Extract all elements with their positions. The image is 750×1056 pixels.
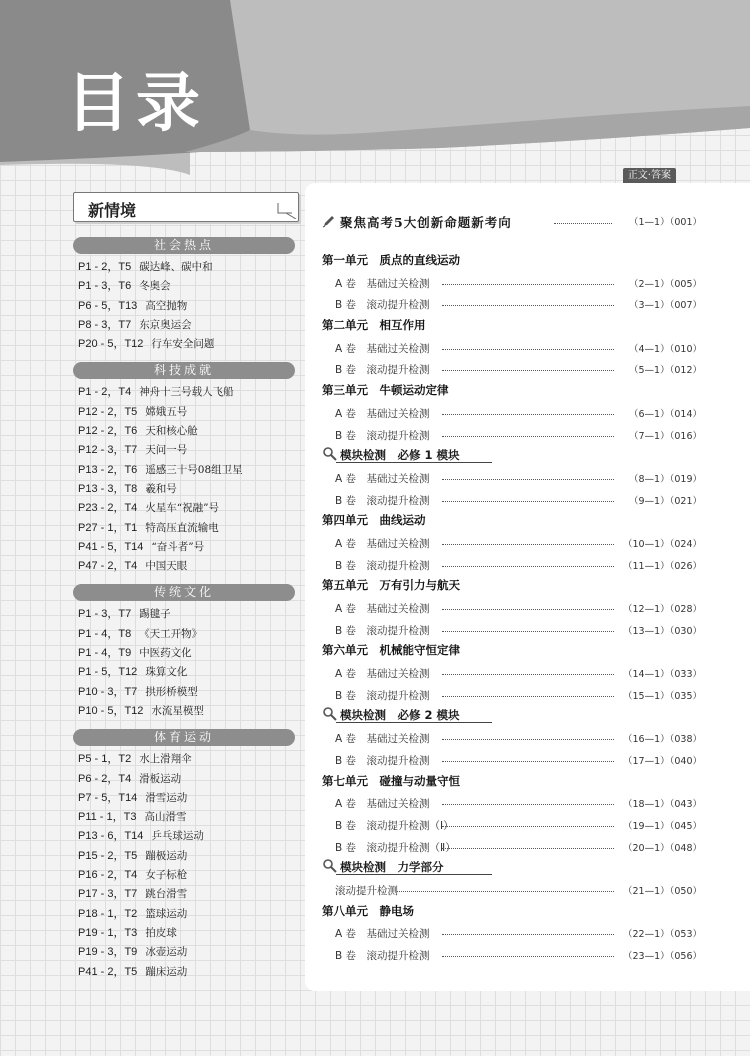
sidebar-item[interactable] xyxy=(73,499,295,518)
entry-label: B 卷 滚动提升检测 xyxy=(335,299,430,312)
feature-page-ref: （1—1）（001） xyxy=(629,217,702,228)
item-topic: 天问一号 xyxy=(145,444,188,457)
unit-title: 第一单元 质点的直线运动 xyxy=(322,253,460,267)
item-topic: “奋斗者”号 xyxy=(151,540,205,553)
unit-title: 第五单元 万有引力与航天 xyxy=(322,578,460,593)
sidebar xyxy=(73,192,295,982)
leader-dots xyxy=(442,674,614,675)
item-topic: 篮球运动 xyxy=(145,907,188,920)
item-page-code: P23 - 2，T4 xyxy=(78,502,138,515)
leader-dots xyxy=(442,414,614,415)
module-heading xyxy=(322,706,702,728)
toc-entry[interactable] xyxy=(322,620,702,642)
module-underline xyxy=(336,722,492,723)
entry-label: B 卷 滚动提升检测 xyxy=(335,754,430,767)
entry-page-ref: （18—1）（043） xyxy=(622,799,702,811)
item-topic: 蹦床运动 xyxy=(145,965,188,978)
item-page-code: P19 - 1，T3 xyxy=(78,926,138,939)
sidebar-item[interactable] xyxy=(73,480,295,499)
item-page-code: P10 - 5，T12 xyxy=(78,704,144,717)
section-heading: 社会热点 xyxy=(73,237,295,254)
sidebar-item[interactable] xyxy=(73,538,295,557)
entry-label: B 卷 滚动提升检测 xyxy=(335,559,430,572)
toc-entry[interactable] xyxy=(322,359,702,381)
feature-title: 聚焦高考5大创新命题新考向 xyxy=(340,215,512,230)
toc-entry[interactable] xyxy=(322,663,702,685)
unit-heading xyxy=(322,251,702,273)
item-page-code: P1 - 3，T6 xyxy=(78,280,132,293)
unit-title: 第六单元 机械能守恒定律 xyxy=(322,643,460,658)
entry-label: B 卷 滚动提升检测（Ⅱ） xyxy=(335,841,456,854)
entry-page-ref: （2—1）（005） xyxy=(629,278,702,290)
item-topic: 特高压直流输电 xyxy=(145,521,219,534)
sidebar-item[interactable] xyxy=(73,461,295,480)
sidebar-item[interactable] xyxy=(73,335,295,354)
item-topic: 跳台滑雪 xyxy=(145,888,188,901)
sidebar-item[interactable] xyxy=(73,605,295,624)
sidebar-item[interactable] xyxy=(73,924,295,943)
toc-entry[interactable] xyxy=(322,468,702,490)
leader-dots xyxy=(442,848,614,849)
unit-title: 第七单元 碰撞与动量守恒 xyxy=(322,773,460,788)
item-page-code: P8 - 3，T7 xyxy=(78,318,132,331)
item-topic: 滑板运动 xyxy=(139,772,182,785)
item-page-code: P1 - 4，T8 xyxy=(78,627,132,640)
sidebar-item[interactable] xyxy=(73,905,295,924)
item-topic: 踢毽子 xyxy=(139,608,171,621)
item-page-code: P12 - 2，T6 xyxy=(78,425,138,438)
toc-entry[interactable] xyxy=(322,294,702,316)
sidebar-item[interactable] xyxy=(73,808,295,827)
module-heading xyxy=(322,858,702,880)
item-topic: 遥感三十号08组卫星 xyxy=(145,463,243,476)
entry-page-ref: （15—1）（035） xyxy=(622,690,702,702)
item-page-code: P5 - 1，T2 xyxy=(78,753,132,766)
item-page-code: P18 - 1，T2 xyxy=(78,907,138,920)
unit-heading xyxy=(322,641,702,663)
toc-entry[interactable] xyxy=(322,945,702,967)
entry-label: A 卷 基础过关检测 xyxy=(335,277,430,290)
entry-label: B 卷 滚动提升检测 xyxy=(335,624,430,637)
sidebar-item[interactable] xyxy=(73,557,295,576)
unit-title: 第八单元 静电场 xyxy=(322,903,414,918)
unit-heading xyxy=(322,576,702,598)
item-topic: 拍皮球 xyxy=(145,926,177,939)
item-topic: 东京奥运会 xyxy=(139,318,192,331)
toc-entry[interactable] xyxy=(322,533,702,555)
item-topic: 冬奥会 xyxy=(139,280,171,293)
toc-entry[interactable] xyxy=(322,403,702,425)
leader-dots xyxy=(442,739,614,740)
leader-dots xyxy=(442,284,614,285)
item-page-code: P41 - 2，T5 xyxy=(78,965,138,978)
item-page-code: P1 - 2，T4 xyxy=(78,386,132,399)
entry-label: A 卷 基础过关检测 xyxy=(335,407,430,420)
leader-dots xyxy=(442,479,614,480)
leader-dots xyxy=(442,826,614,827)
toc-entry[interactable] xyxy=(322,923,702,945)
item-topic: 碳达峰、碳中和 xyxy=(139,261,213,273)
item-topic: 行车安全问题 xyxy=(151,338,215,351)
item-topic: 女子标枪 xyxy=(145,869,188,882)
section-heading: 科技成就 xyxy=(73,362,295,379)
item-page-code: P17 - 3，T7 xyxy=(78,888,138,901)
sidebar-item[interactable] xyxy=(73,847,295,866)
toc-entry[interactable] xyxy=(322,793,702,815)
entry-page-ref: （10—1）（024） xyxy=(622,538,702,550)
item-topic: 水流星模型 xyxy=(151,704,204,717)
toc-entry[interactable] xyxy=(322,837,702,859)
entry-label: B 卷 滚动提升检测 xyxy=(335,429,430,442)
toc-entry[interactable] xyxy=(322,880,702,902)
entry-page-ref: （14—1）（033） xyxy=(622,669,702,681)
unit-heading xyxy=(322,381,702,403)
sidebar-item[interactable] xyxy=(73,702,295,721)
toc-entry[interactable] xyxy=(322,490,702,512)
unit-title: 第三单元 牛顿运动定律 xyxy=(322,383,449,398)
entry-page-ref: （7—1）（016） xyxy=(629,430,702,442)
feature-entry[interactable] xyxy=(322,213,702,229)
sidebar-section xyxy=(73,237,295,354)
module-title: 模块检测 必修 1 模块 xyxy=(340,448,460,463)
leader-dots xyxy=(442,305,614,306)
entry-page-ref: （11—1）（026） xyxy=(622,560,702,572)
sidebar-item[interactable] xyxy=(73,789,295,808)
item-page-code: P27 - 1，T1 xyxy=(78,521,138,534)
sidebar-sections xyxy=(73,237,295,982)
entry-label: B 卷 滚动提升检测 xyxy=(335,364,430,377)
unit-title: 第二单元 相互作用 xyxy=(322,318,426,333)
section-heading: 传统文化 xyxy=(73,584,295,601)
leader-dots xyxy=(442,436,614,437)
answer-tab: 正文·答案 xyxy=(623,168,676,183)
sidebar-item[interactable] xyxy=(73,644,295,663)
sidebar-item[interactable] xyxy=(73,770,295,789)
unit-heading xyxy=(322,902,702,924)
sidebar-title-box xyxy=(73,192,299,222)
entry-label: A 卷 基础过关检测 xyxy=(335,928,430,941)
item-page-code: P6 - 5，T13 xyxy=(78,299,138,312)
item-page-code: P6 - 2，T4 xyxy=(78,772,132,785)
toc-panel xyxy=(305,183,750,991)
item-topic: 乒乓球运动 xyxy=(151,830,204,843)
entry-label: A 卷 基础过关检测 xyxy=(335,668,430,681)
sidebar-section xyxy=(73,362,295,576)
toc-entry[interactable] xyxy=(322,685,702,707)
pen-icon xyxy=(322,214,336,228)
toc-entry[interactable] xyxy=(322,425,702,447)
entry-label: B 卷 滚动提升检测（Ⅰ） xyxy=(335,819,454,832)
entry-label: B 卷 滚动提升检测 xyxy=(335,950,430,962)
toc-entry[interactable] xyxy=(322,750,702,772)
item-page-code: P10 - 3，T7 xyxy=(78,685,138,698)
item-topic: 滑雪运动 xyxy=(145,791,188,804)
entry-page-ref: （12—1）（028） xyxy=(622,604,702,615)
item-topic: 神舟十三号载人飞船 xyxy=(139,386,234,399)
sidebar-item[interactable] xyxy=(73,316,295,335)
leader-dots xyxy=(442,934,614,935)
item-page-code: P11 - 1，T3 xyxy=(78,811,137,824)
sidebar-item[interactable] xyxy=(73,885,295,904)
entry-page-ref: （22—1）（053） xyxy=(622,929,702,941)
toc-list xyxy=(322,251,702,967)
entry-label: B 卷 滚动提升检测 xyxy=(335,494,430,507)
item-page-code: P1 - 4，T9 xyxy=(78,647,132,660)
item-page-code: P13 - 3，T8 xyxy=(78,482,138,495)
sidebar-item[interactable] xyxy=(73,403,295,422)
entry-label: A 卷 基础过关检测 xyxy=(335,733,430,746)
item-topic: 蹦极运动 xyxy=(145,849,188,862)
toc-entry[interactable] xyxy=(322,555,702,577)
toc-entry[interactable] xyxy=(322,338,702,360)
unit-heading xyxy=(322,316,702,338)
leader-dots xyxy=(442,804,614,805)
entry-page-ref: （3—1）（007） xyxy=(629,300,702,312)
sidebar-item[interactable] xyxy=(73,943,295,962)
item-topic: 拱形桥模型 xyxy=(145,685,198,698)
module-heading xyxy=(322,446,702,468)
magnifier-icon xyxy=(322,706,338,722)
entry-label: A 卷 基础过关检测 xyxy=(335,603,430,615)
leader-dots xyxy=(442,370,614,371)
sidebar-item[interactable] xyxy=(73,963,295,982)
sidebar-item[interactable] xyxy=(73,277,295,296)
item-page-code: P20 - 5，T12 xyxy=(78,338,144,351)
sidebar-item[interactable] xyxy=(73,750,295,769)
corner-fold-icon xyxy=(276,197,300,219)
module-underline xyxy=(336,462,492,463)
toc-entry[interactable] xyxy=(322,273,702,295)
unit-heading xyxy=(322,511,702,533)
item-topic: 冰壶运动 xyxy=(145,946,188,959)
toc-entry[interactable] xyxy=(322,728,702,750)
leader-dots xyxy=(442,349,614,350)
item-page-code: P1 - 2，T5 xyxy=(78,261,132,273)
item-topic: 中医药文化 xyxy=(139,647,192,660)
item-page-code: P13 - 6，T14 xyxy=(78,830,144,843)
entry-page-ref: （23—1）（056） xyxy=(622,951,702,962)
item-topic: 高山滑雪 xyxy=(144,811,187,824)
entry-page-ref: （17—1）（040） xyxy=(622,755,702,767)
module-underline xyxy=(336,874,492,875)
entry-page-ref: （4—1）（010） xyxy=(629,343,702,355)
sidebar-item[interactable] xyxy=(73,258,295,277)
item-topic: 《天工开物》 xyxy=(139,627,203,640)
sidebar-item[interactable] xyxy=(73,663,295,682)
leader-dots xyxy=(442,609,614,610)
sidebar-item[interactable] xyxy=(73,422,295,441)
entry-page-ref: （20—1）（048） xyxy=(622,842,702,854)
item-topic: 珠算文化 xyxy=(145,666,188,679)
entry-page-ref: （16—1）（038） xyxy=(622,734,702,746)
entry-page-ref: （5—1）（012） xyxy=(629,365,702,377)
item-topic: 水上滑翔伞 xyxy=(139,753,192,766)
item-page-code: P12 - 3，T7 xyxy=(78,444,138,457)
leader-dots xyxy=(442,696,614,697)
item-page-code: P19 - 3，T9 xyxy=(78,946,138,959)
item-page-code: P1 - 5，T12 xyxy=(78,666,138,679)
entry-label: A 卷 基础过关检测 xyxy=(335,472,430,485)
item-topic: 嫦娥五号 xyxy=(145,405,188,418)
section-heading: 体育运动 xyxy=(73,729,295,746)
entry-label: A 卷 基础过关检测 xyxy=(335,342,430,355)
entry-page-ref: （6—1）（014） xyxy=(629,408,702,420)
entry-label: 滚动提升检测 xyxy=(335,884,398,897)
entry-label: A 卷 基础过关检测 xyxy=(335,537,430,550)
toc-entry[interactable] xyxy=(322,815,702,837)
sidebar-item[interactable] xyxy=(73,866,295,885)
unit-title: 第四单元 曲线运动 xyxy=(322,513,426,528)
sidebar-item[interactable] xyxy=(73,441,295,460)
entry-label: A 卷 基础过关检测 xyxy=(335,798,430,811)
entry-label: B 卷 滚动提升检测 xyxy=(335,689,430,702)
module-title: 模块检测 必修 2 模块 xyxy=(340,708,460,723)
item-page-code: P16 - 2，T4 xyxy=(78,869,138,882)
leader-dots xyxy=(442,761,614,762)
item-page-code: P47 - 2，T4 xyxy=(78,560,138,573)
entry-page-ref: （21—1）（050） xyxy=(622,885,702,897)
leader-dots xyxy=(442,956,614,957)
sidebar-item[interactable] xyxy=(73,519,295,538)
unit-heading xyxy=(322,772,702,794)
item-topic: 中国天眼 xyxy=(145,560,188,573)
item-page-code: P15 - 2，T5 xyxy=(78,849,138,862)
entry-page-ref: （9—1）（021） xyxy=(629,495,702,507)
sidebar-title: 新情境 xyxy=(88,201,137,220)
page-title: 目录 xyxy=(66,67,206,141)
item-page-code: P1 - 3，T7 xyxy=(78,608,132,621)
leader-dots xyxy=(442,566,614,567)
entry-page-ref: （13—1）（030） xyxy=(622,625,702,637)
leader-dots xyxy=(442,544,614,545)
sidebar-item[interactable] xyxy=(73,625,295,644)
item-topic: 天和核心舱 xyxy=(145,425,198,438)
sidebar-section xyxy=(73,584,295,721)
sidebar-item[interactable] xyxy=(73,297,295,316)
leader-dots xyxy=(442,631,614,632)
sidebar-item[interactable] xyxy=(73,383,295,402)
item-topic: 高空抛物 xyxy=(145,299,188,312)
item-page-code: P13 - 2，T6 xyxy=(78,463,138,476)
item-page-code: P41 - 5，T14 xyxy=(78,540,144,553)
item-page-code: P7 - 5，T14 xyxy=(78,791,138,804)
leader-dots xyxy=(442,501,614,502)
sidebar-item[interactable] xyxy=(73,683,295,702)
toc-entry[interactable] xyxy=(322,598,702,620)
sidebar-item[interactable] xyxy=(73,827,295,846)
item-topic: 火星车“祝融”号 xyxy=(145,502,220,515)
leader-dots xyxy=(397,891,614,892)
leader-dots xyxy=(554,223,612,224)
entry-page-ref: （19—1）（045） xyxy=(622,820,702,832)
magnifier-icon xyxy=(322,858,338,874)
entry-page-ref: （8—1）（019） xyxy=(629,473,702,485)
item-topic: 羲和号 xyxy=(145,482,177,495)
magnifier-icon xyxy=(322,446,338,462)
item-page-code: P12 - 2，T5 xyxy=(78,405,138,418)
sidebar-section xyxy=(73,729,295,982)
module-title: 模块检测 力学部分 xyxy=(340,860,444,875)
